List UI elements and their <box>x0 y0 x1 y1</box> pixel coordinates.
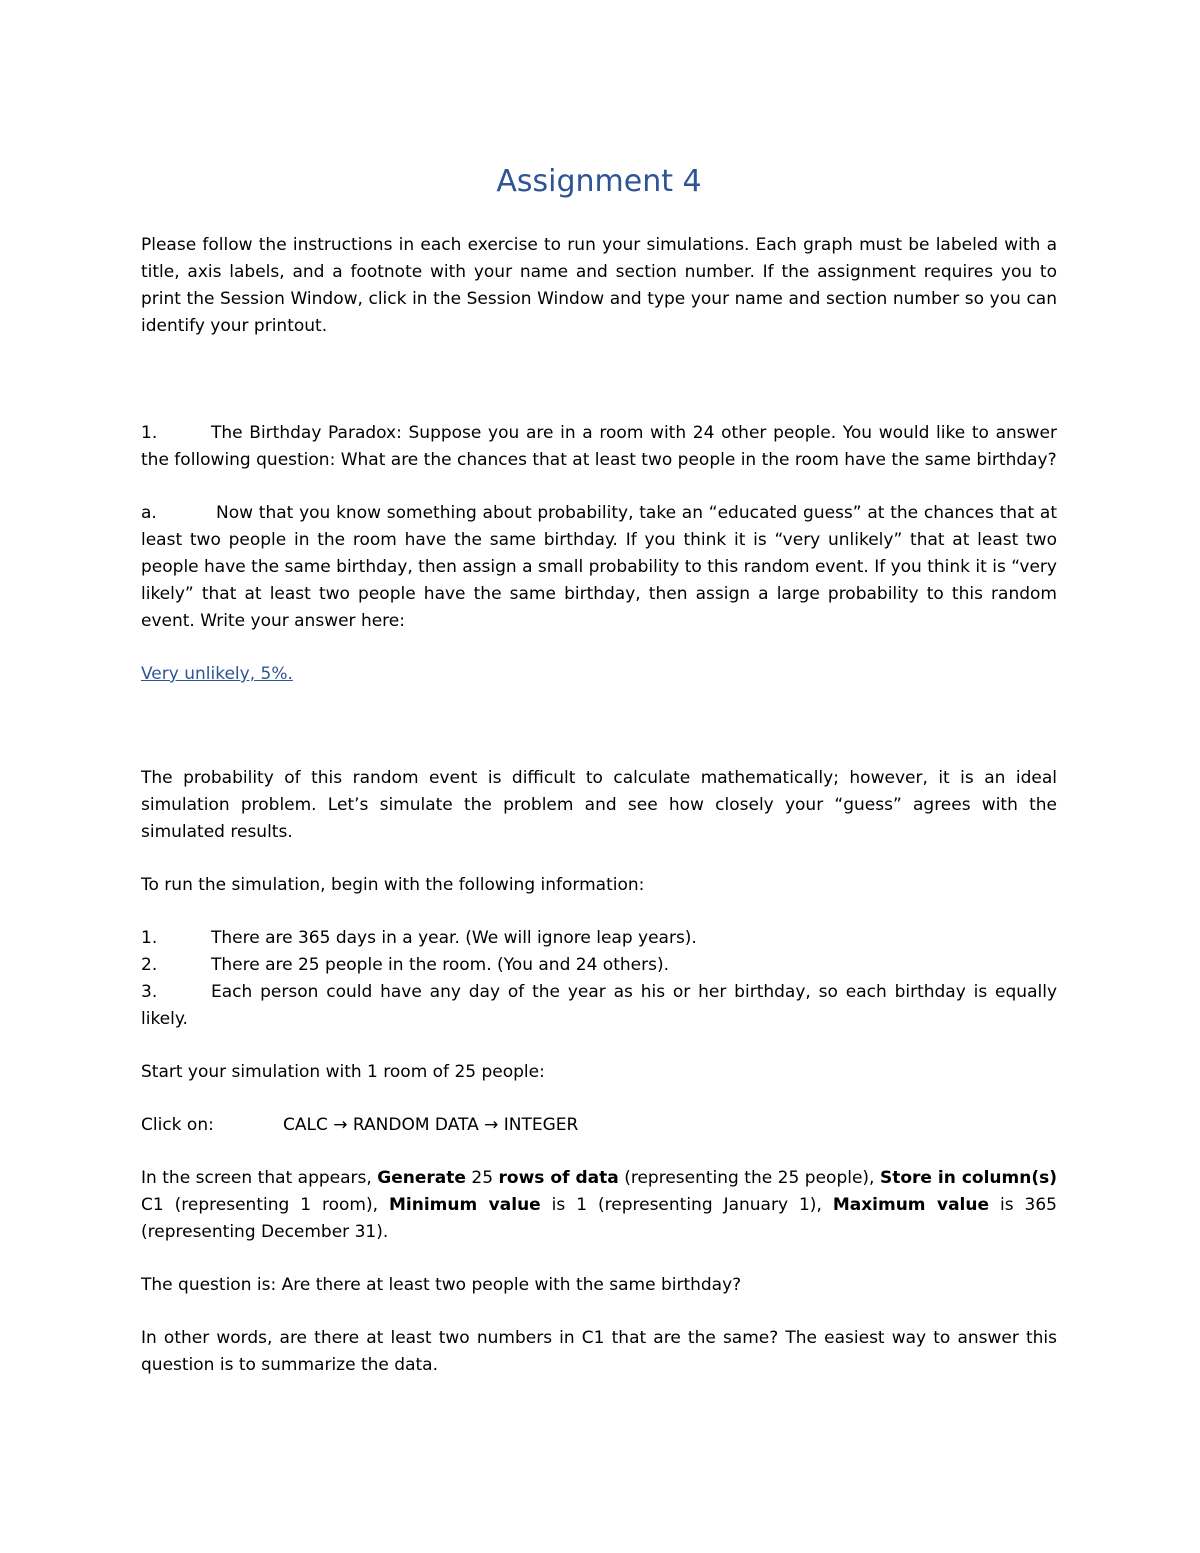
store-in-columns-term: Store in column(s) <box>879 1168 1058 1188</box>
question-paragraph: The question is: Are there at least two people with the same birthday? <box>141 1275 742 1295</box>
instruction-text: 25 <box>465 1168 499 1188</box>
instruction-text: C1 (representing 1 room), <box>141 1195 389 1215</box>
instruction-text: (representing the 25 people), <box>618 1168 880 1188</box>
fact-text: There are 25 people in the room. (You and 24 others). <box>211 955 669 975</box>
intro-paragraph: Please follow the instructions in each exercise to run your simulations. Each graph must be labeled with a title, axis labels, and a footnote with your name and section number. If the assignment requires you to print the Session Window, click in the Session Window and type your name and section number so you can identify your printout. <box>141 235 1057 336</box>
instruction-text: is 1 (representing January 1), <box>540 1195 833 1215</box>
exercise-1 <box>141 420 1057 474</box>
screen-instructions <box>141 1165 1057 1246</box>
start-instruction: Start your simulation with 1 room of 25 people: <box>141 1062 545 1082</box>
answer-paragraph <box>141 661 1057 688</box>
exercise-1-number: 1. <box>141 423 158 443</box>
instruction-text: In the screen that appears, <box>141 1168 378 1188</box>
click-instruction <box>141 1112 1057 1139</box>
part-a-text: Now that you know something about probability, take an “educated guess” at the chances that at least two people in the room have the same birthday. If you think it is “very unlikely” that at least two people have the same birthday, then assign a small probability to this random event. If you think it is “very likely” that at least two people have the same birthday, then assign a large probability to this random event. Write your answer here: <box>141 503 1057 631</box>
part-a-label: a. <box>141 503 157 523</box>
menu-path: CALC → RANDOM DATA → INTEGER <box>283 1115 579 1135</box>
rows-of-data-term: rows of data <box>498 1168 619 1188</box>
click-label: Click on: <box>141 1115 214 1135</box>
document-page <box>141 160 1057 1379</box>
maximum-value-term: Maximum value <box>832 1195 990 1215</box>
fact-item <box>141 952 1057 979</box>
fact-text: Each person could have any day of the year as his or her birthday, so each birthday is equally likely. <box>141 982 1057 1029</box>
run-intro: To run the simulation, begin with the following information: <box>141 875 645 895</box>
part-a <box>141 500 1057 635</box>
fact-item <box>141 925 1057 952</box>
probability-paragraph: The probability of this random event is difficult to calculate mathematically; however, it is an ideal simulation problem. Let’s simulate the problem and see how closely your “guess” agrees with the simulated results. <box>141 768 1057 842</box>
answer-text[interactable]: Very unlikely, 5%. <box>141 664 293 684</box>
generate-term: Generate <box>377 1168 466 1188</box>
instruction-text: is 365 (representing December 31). <box>141 1195 1057 1242</box>
fact-number: 2. <box>141 955 158 975</box>
fact-item <box>141 979 1057 1033</box>
other-words-paragraph: In other words, are there at least two numbers in C1 that are the same? The easiest way to answer this question is to summarize the data. <box>141 1328 1057 1375</box>
exercise-1-text: The Birthday Paradox: Suppose you are in a room with 24 other people. You would like to answer the following question: What are the chances that at least two people in the room have the same birthday? <box>141 423 1057 470</box>
document-title: Assignment 4 <box>496 164 702 199</box>
fact-number: 1. <box>141 928 158 948</box>
fact-number: 3. <box>141 982 158 1002</box>
fact-text: There are 365 days in a year. (We will ignore leap years). <box>211 928 697 948</box>
minimum-value-term: Minimum value <box>389 1195 541 1215</box>
